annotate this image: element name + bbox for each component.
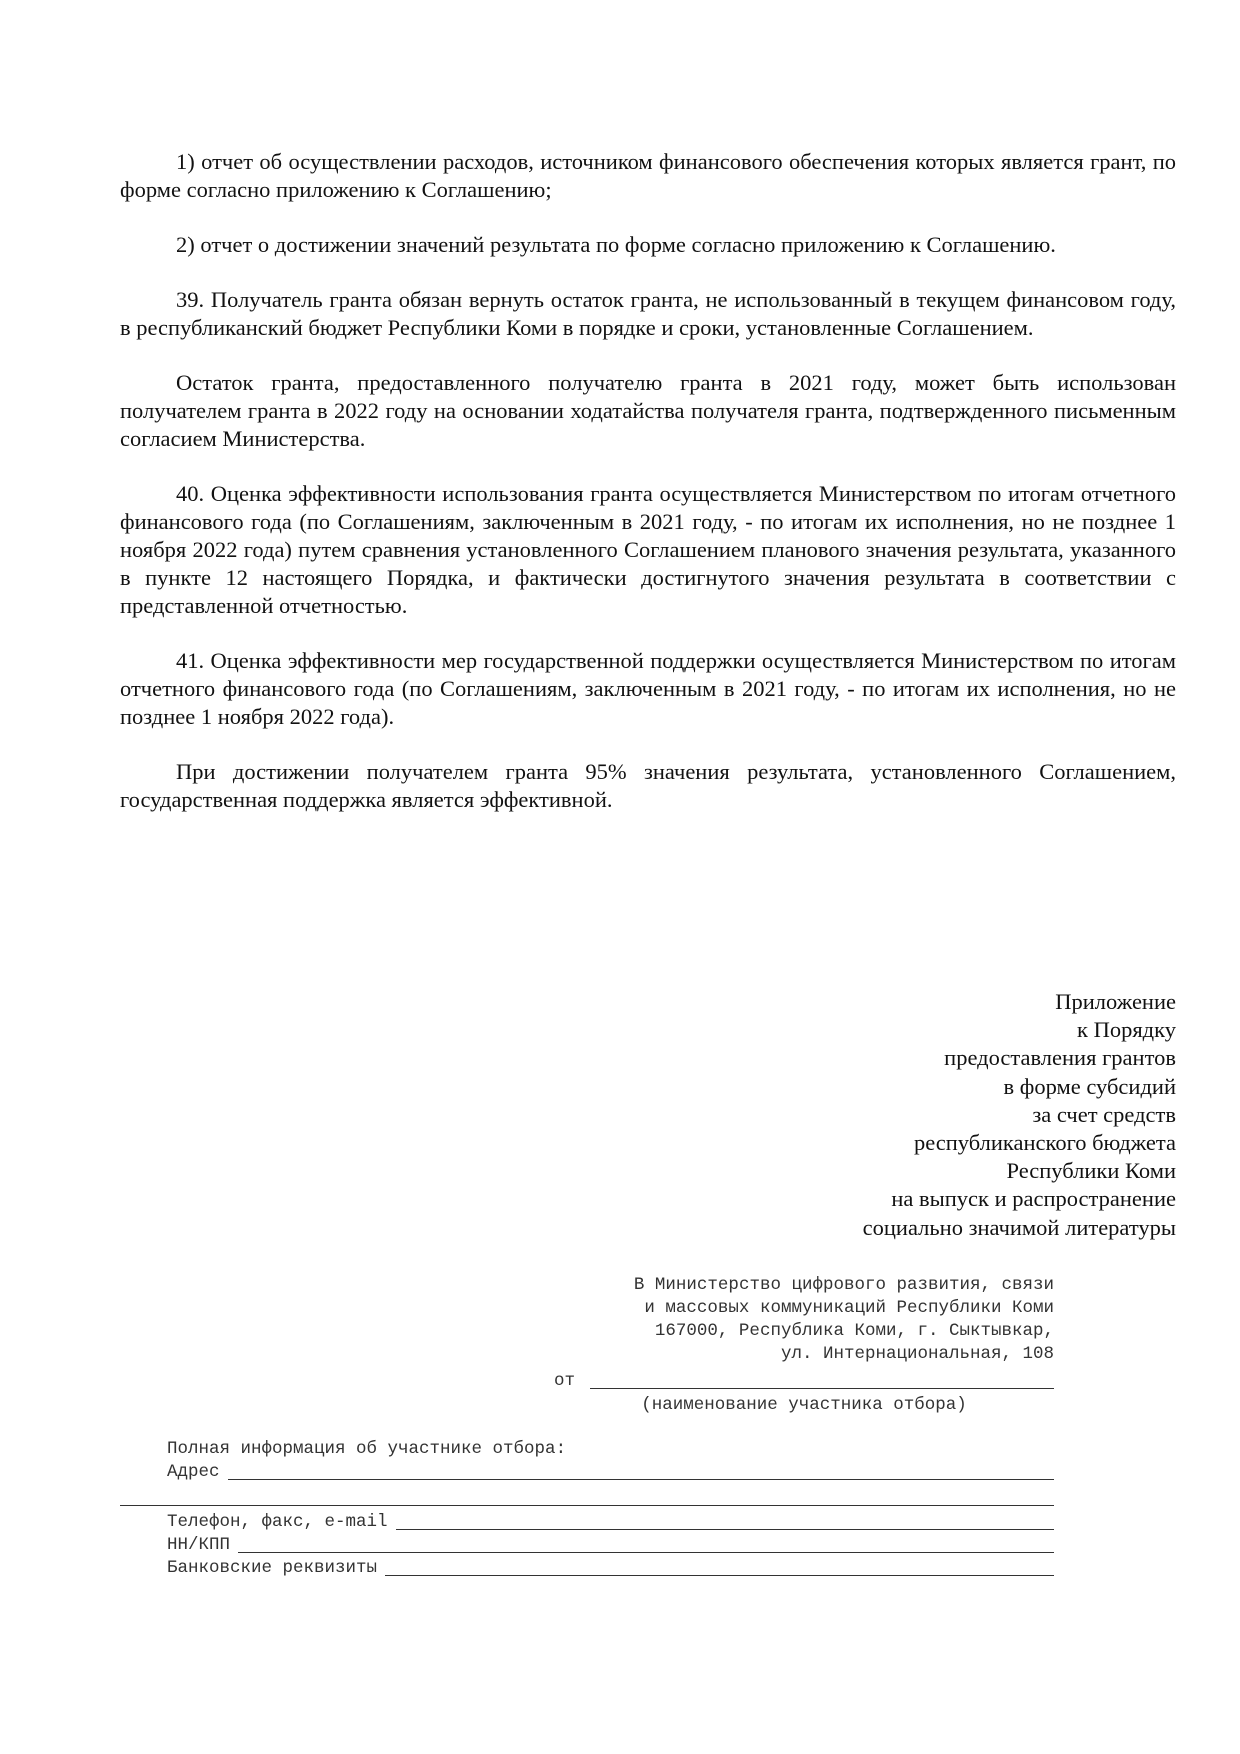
inn-kpp-label: НН/КПП: [167, 1534, 238, 1556]
appendix-line: в форме субсидий: [1003, 1073, 1176, 1099]
from-label: от: [554, 1371, 576, 1391]
appendix-heading: [656, 988, 1176, 1242]
inn-kpp-blank-line[interactable]: [167, 1552, 1054, 1553]
appendix-line: к Порядку: [1077, 1017, 1176, 1043]
bank-details-field[interactable]: [167, 1557, 1054, 1579]
from-field[interactable]: [554, 1370, 1054, 1392]
addressee-line: ул. Интернациональная, 108: [780, 1344, 1054, 1364]
from-blank-line[interactable]: [590, 1388, 1054, 1389]
appendix-line: на выпуск и распространение: [891, 1186, 1176, 1212]
document-body: [120, 148, 1176, 841]
appendix-line: предоставления грантов: [944, 1045, 1176, 1071]
address-field[interactable]: [167, 1461, 1054, 1483]
address-blank-line[interactable]: [167, 1479, 1054, 1480]
appendix-line: Республики Коми: [1006, 1158, 1176, 1184]
appendix-line: Приложение: [1055, 989, 1176, 1014]
participant-info-title: Полная информация об участнике отбора:: [167, 1439, 567, 1459]
paragraph-39: 39. Получатель гранта обязан вернуть остаток гранта, не использованный в текущем финансовом году, в республиканский бюджет Республики Коми в порядке и сроки, установленные Соглашением.: [120, 287, 1176, 340]
from-caption: (наименование участника отбора): [641, 1395, 967, 1415]
paragraph-report-results: 2) отчет о достижении значений результата по форме согласно приложению к Соглашению.: [176, 232, 1056, 257]
addressee-line: В Министерство цифрового развития, связи: [633, 1275, 1054, 1295]
addressee-line: и массовых коммуникаций Республики Коми: [644, 1298, 1054, 1318]
paragraph-report-expenses: 1) отчет об осуществлении расходов, источником финансового обеспечения которых является грант, по форме согласно приложению к Соглашению;: [120, 149, 1176, 202]
paragraph-grant-remainder: Остаток гранта, предоставленного получателю гранта в 2021 году, может быть использован получателем гранта в 2022 году на основании ходатайства получателя гранта, подтвержденного письменным согласием Министерства.: [120, 370, 1176, 451]
addressee-line: 167000, Республика Коми, г. Сыктывкар,: [654, 1321, 1054, 1341]
appendix-line: социально значимой литературы: [862, 1214, 1176, 1240]
paragraph-41: 41. Оценка эффективности мер государственной поддержки осуществляется Министерством по итогам отчетного финансового года (по Соглашениям, заключенным в 2021 году, - по итогам их исполнения, но не позднее 1 ноября 2022 года).: [120, 648, 1176, 729]
bank-details-label: Банковские реквизиты: [167, 1557, 385, 1579]
contacts-label: Телефон, факс, e-mail: [167, 1511, 396, 1533]
appendix-line: республиканского бюджета: [913, 1130, 1176, 1156]
contacts-field[interactable]: [167, 1511, 1054, 1533]
inn-kpp-field[interactable]: [167, 1534, 1054, 1556]
paragraph-efficiency-criterion: При достижении получателем гранта 95% значения результата, установленного Соглашением, государственная поддержка является эффективной.: [120, 759, 1176, 812]
address-label: Адрес: [167, 1461, 228, 1483]
appendix-line: за счет средств: [1032, 1101, 1176, 1127]
addressee-block: [530, 1274, 1054, 1366]
paragraph-40: 40. Оценка эффективности использования гранта осуществляется Министерством по итогам отчетного финансового года (по Соглашениям, заключенным в 2021 году, - по итогам их исполнения, но не позднее 1 ноября 2022 года) путем сравнения установленного Соглашением планового значения результата, указанного в пункте 12 настоящего Порядка, и фактически достигнутого значения результата в соответствии с представленной отчетностью.: [120, 481, 1176, 618]
address-continuation-line[interactable]: [120, 1505, 1054, 1506]
